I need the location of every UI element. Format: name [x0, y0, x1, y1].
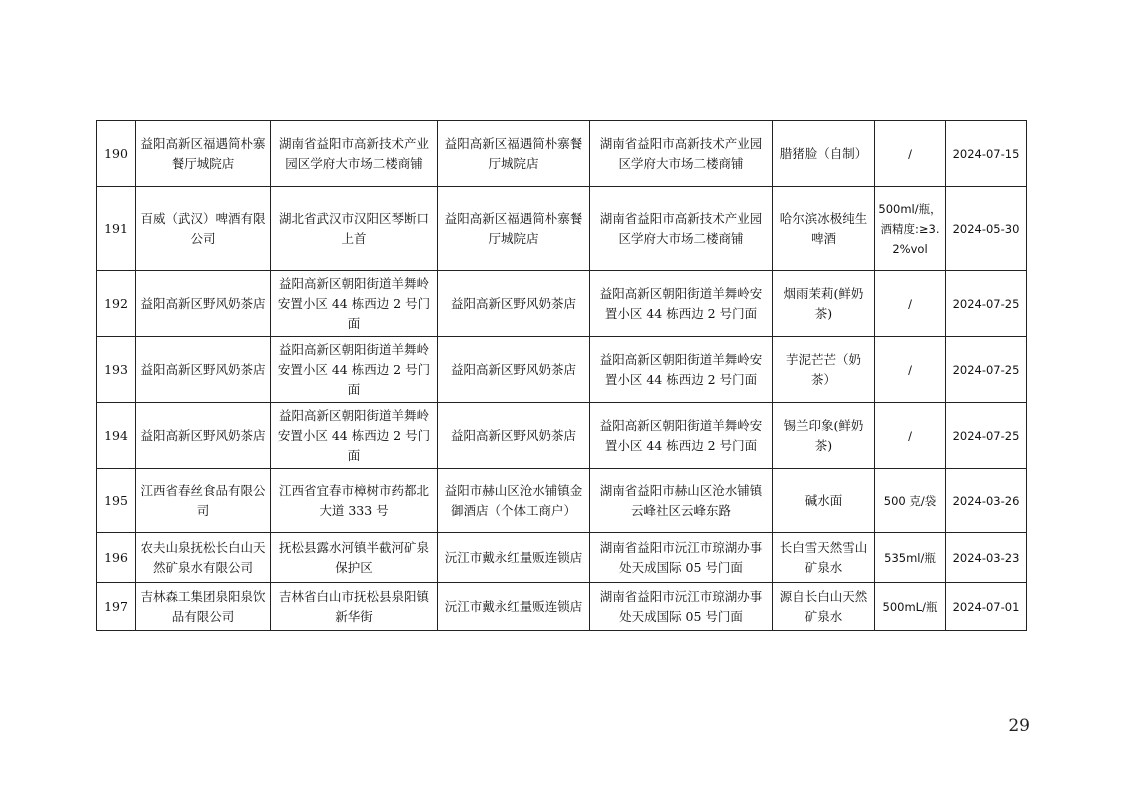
producer-address: 抚松县露水河镇半截河矿泉保护区 [271, 533, 438, 583]
table-row [97, 583, 1027, 631]
product-name: 长白雪天然雪山矿泉水 [773, 533, 875, 583]
producer-name: 江西省春丝食品有限公司 [136, 469, 271, 533]
producer-address: 益阳高新区朝阳街道羊舞岭安置小区 44 栋西边 2 号门面 [271, 337, 438, 403]
product-spec: / [875, 271, 946, 337]
row-number: 196 [97, 533, 136, 583]
production-date: 2024-07-25 [946, 337, 1027, 403]
row-number: 191 [97, 187, 136, 271]
producer-name: 农夫山泉抚松长白山天然矿泉水有限公司 [136, 533, 271, 583]
sampled-address: 湖南省益阳市沅江市琼湖办事处天成国际 05 号门面 [590, 533, 773, 583]
producer-address: 湖北省武汉市汉阳区琴断口上首 [271, 187, 438, 271]
production-date: 2024-07-25 [946, 403, 1027, 469]
row-number: 194 [97, 403, 136, 469]
production-date: 2024-05-30 [946, 187, 1027, 271]
sampled-address: 湖南省益阳市赫山区沧水铺镇云峰社区云峰东路 [590, 469, 773, 533]
sampled-unit: 益阳高新区福遇简朴寨餐厅城院店 [438, 121, 590, 187]
row-number: 190 [97, 121, 136, 187]
product-name: 烟雨茉莉(鲜奶茶) [773, 271, 875, 337]
product-name: 源自长白山天然矿泉水 [773, 583, 875, 631]
production-date: 2024-03-23 [946, 533, 1027, 583]
page-number: 29 [1008, 716, 1030, 736]
product-name: 锡兰印象(鲜奶茶) [773, 403, 875, 469]
sampled-address: 湖南省益阳市高新技术产业园区学府大市场二楼商铺 [590, 187, 773, 271]
producer-address: 益阳高新区朝阳街道羊舞岭安置小区 44 栋西边 2 号门面 [271, 271, 438, 337]
production-date: 2024-07-25 [946, 271, 1027, 337]
sampled-address: 益阳高新区朝阳街道羊舞岭安置小区 44 栋西边 2 号门面 [590, 403, 773, 469]
row-number: 192 [97, 271, 136, 337]
product-spec: 500mL/瓶 [875, 583, 946, 631]
producer-name: 百威（武汉）啤酒有限公司 [136, 187, 271, 271]
sampling-results-table [96, 120, 1027, 631]
table-row [97, 271, 1027, 337]
sampled-address: 湖南省益阳市沅江市琼湖办事处天成国际 05 号门面 [590, 583, 773, 631]
row-number: 195 [97, 469, 136, 533]
producer-name: 吉林森工集团泉阳泉饮品有限公司 [136, 583, 271, 631]
sampled-unit: 益阳高新区野风奶茶店 [438, 271, 590, 337]
sampled-unit: 益阳高新区野风奶茶店 [438, 337, 590, 403]
product-spec: / [875, 337, 946, 403]
producer-address: 湖南省益阳市高新技术产业园区学府大市场二楼商铺 [271, 121, 438, 187]
producer-name: 益阳高新区福遇简朴寨餐厅城院店 [136, 121, 271, 187]
product-spec: 500ml/瓶，酒精度:≥3.2%vol [875, 187, 946, 271]
sampled-unit: 沅江市戴永红量贩连锁店 [438, 583, 590, 631]
product-name: 腊猪脸（自制） [773, 121, 875, 187]
sampled-unit: 沅江市戴永红量贩连锁店 [438, 533, 590, 583]
row-number: 193 [97, 337, 136, 403]
table-body [97, 121, 1027, 631]
product-spec: 500 克/袋 [875, 469, 946, 533]
table-row [97, 469, 1027, 533]
sampled-unit: 益阳高新区福遇简朴寨餐厅城院店 [438, 187, 590, 271]
product-spec: / [875, 121, 946, 187]
sampled-address: 益阳高新区朝阳街道羊舞岭安置小区 44 栋西边 2 号门面 [590, 271, 773, 337]
table-row [97, 533, 1027, 583]
production-date: 2024-07-15 [946, 121, 1027, 187]
table-row [97, 403, 1027, 469]
row-number: 197 [97, 583, 136, 631]
producer-address: 江西省宜春市樟树市药都北大道 333 号 [271, 469, 438, 533]
table-row [97, 187, 1027, 271]
sampled-unit: 益阳高新区野风奶茶店 [438, 403, 590, 469]
producer-address: 吉林省白山市抚松县泉阳镇新华街 [271, 583, 438, 631]
product-spec: / [875, 403, 946, 469]
production-date: 2024-03-26 [946, 469, 1027, 533]
producer-name: 益阳高新区野风奶茶店 [136, 403, 271, 469]
table-row [97, 337, 1027, 403]
product-name: 碱水面 [773, 469, 875, 533]
sampled-unit: 益阳市赫山区沧水铺镇金御酒店（个体工商户） [438, 469, 590, 533]
producer-address: 益阳高新区朝阳街道羊舞岭安置小区 44 栋西边 2 号门面 [271, 403, 438, 469]
sampled-address: 益阳高新区朝阳街道羊舞岭安置小区 44 栋西边 2 号门面 [590, 337, 773, 403]
producer-name: 益阳高新区野风奶茶店 [136, 337, 271, 403]
product-name: 芋泥芒芒（奶茶） [773, 337, 875, 403]
producer-name: 益阳高新区野风奶茶店 [136, 271, 271, 337]
production-date: 2024-07-01 [946, 583, 1027, 631]
sampled-address: 湖南省益阳市高新技术产业园区学府大市场二楼商铺 [590, 121, 773, 187]
product-spec: 535ml/瓶 [875, 533, 946, 583]
table-row [97, 121, 1027, 187]
product-name: 哈尔滨冰极纯生啤酒 [773, 187, 875, 271]
